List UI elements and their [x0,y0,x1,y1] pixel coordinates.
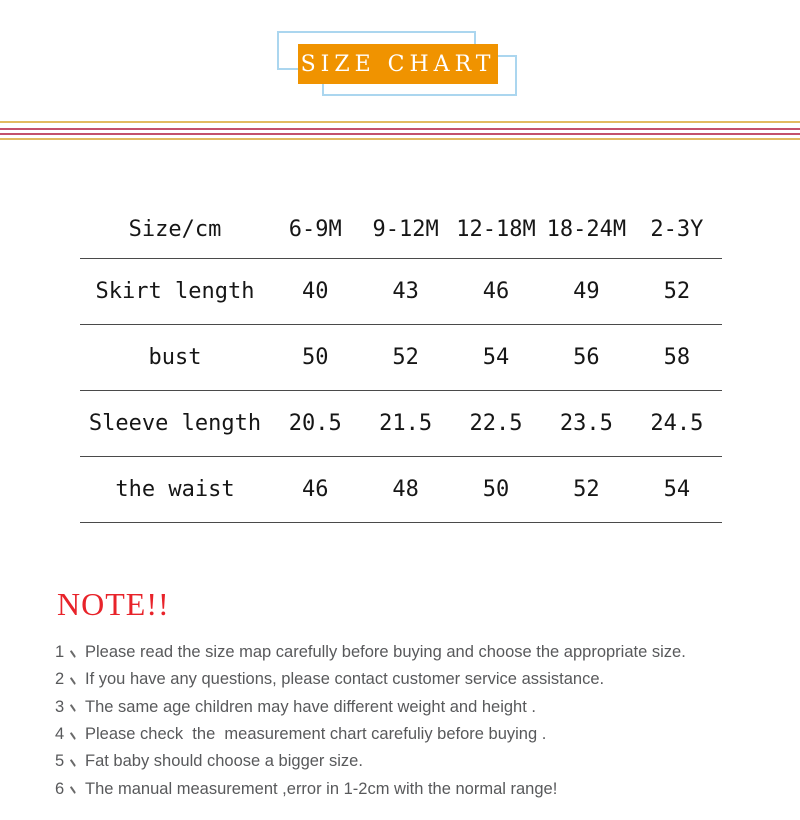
header-cell-9-12m: 9-12M [372,216,439,242]
header-cell-6-9m: 6-9M [288,216,342,242]
page-title: SIZE CHART [300,51,496,77]
note-number: 3 [55,697,65,716]
table-cell: 46 [301,477,329,502]
note-item [55,639,686,666]
note-item [55,748,686,775]
table-cell: 50 [301,345,329,370]
note-text: If you have any questions, please contact customer service assistance. [85,670,605,689]
row-label: bust [148,345,202,370]
table-cell: 52 [392,345,419,370]
table-cell: 54 [482,345,510,370]
table-row-skirt-length [80,259,722,325]
note-list [55,639,686,803]
table-row-sleeve-length [80,391,722,457]
note-text: Please read the size map carefully before buying and choose the appropriate size. [85,643,686,662]
note-text: The same age children may have different weight and height . [85,697,536,716]
divider-gold-bottom [0,138,800,140]
table-cell: 22.5 [469,411,523,436]
row-label: the waist [115,477,235,502]
row-label: Skirt length [95,279,255,304]
table-cell: 52 [573,477,600,502]
table-row-bust [80,325,722,391]
title-banner [298,44,498,84]
header-cell-size-unit: Size/cm [128,216,222,242]
table-cell: 23.5 [559,411,613,436]
table-cell: 54 [663,477,691,502]
note-number: 1 [55,643,65,662]
enumeration-comma-icon [68,727,79,743]
header-cell-2-3y: 2-3Y [650,216,704,242]
table-cell: 20.5 [288,411,342,436]
table-cell: 48 [392,477,419,502]
note-text: The manual measurement ,error in 1-2cm with the normal range! [85,779,558,798]
enumeration-comma-icon [68,672,79,688]
note-item [55,775,686,802]
row-label: Sleeve length [88,411,262,436]
note-item [55,721,686,748]
enumeration-comma-icon [68,754,79,770]
table-cell: 56 [573,345,600,370]
header-cell-12-18m: 12-18M [456,216,536,242]
table-cell: 46 [482,279,510,304]
note-number: 6 [55,779,65,798]
note-text: Fat baby should choose a bigger size. [85,752,363,771]
note-number: 5 [55,752,65,771]
note-number: 4 [55,725,65,744]
table-cell: 50 [482,477,510,502]
header-cell-18-24m: 18-24M [546,216,627,242]
table-cell: 49 [573,279,600,304]
size-table [80,200,722,523]
note-item [55,666,686,693]
table-cell: 40 [301,279,329,304]
note-item [55,694,686,721]
enumeration-comma-icon [68,645,79,661]
divider-red-lower [0,133,800,135]
enumeration-comma-icon [68,699,79,715]
divider-gold-top [0,121,800,123]
table-cell: 21.5 [379,411,433,436]
enumeration-comma-icon [68,781,79,797]
table-cell: 24.5 [650,411,704,436]
table-cell: 52 [663,279,691,304]
note-title: NOTE!! [57,586,170,622]
divider-red-upper [0,128,800,130]
table-cell: 43 [392,279,419,304]
note-number: 2 [55,670,65,689]
table-row-waist [80,457,722,523]
table-cell: 58 [663,345,691,370]
table-header-row [80,200,722,259]
note-text: Please check the measurement chart carefuliy before buying . [85,725,547,744]
